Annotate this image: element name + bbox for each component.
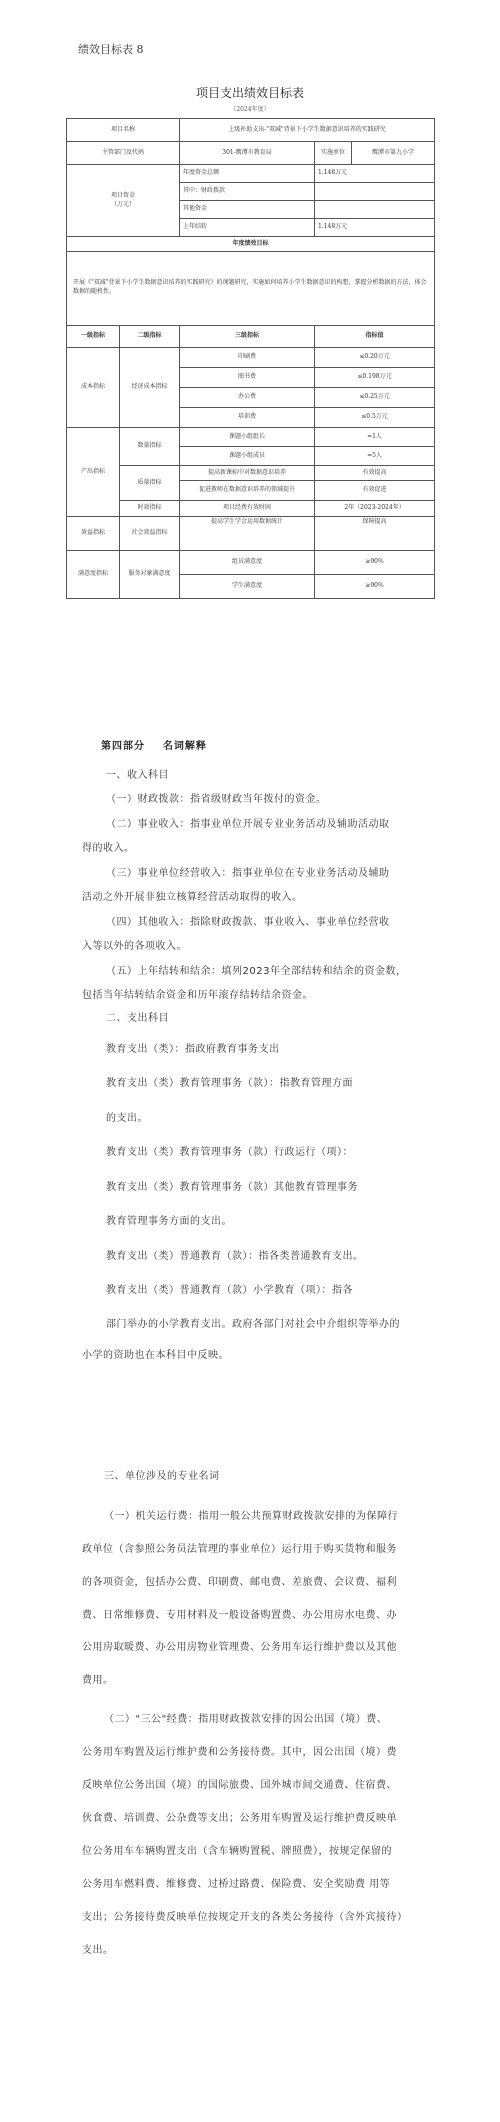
dept-label: 主管部门及代码 — [67, 142, 180, 165]
unit-value: 鹰潭市第九小学 — [352, 142, 435, 165]
indicator-value: ≥90% — [315, 551, 435, 575]
section4-heading: 第四部分 名词解释 — [101, 741, 207, 752]
project-name-value: 上级补助支出-"双减"背景下小学生数据意识培养的实践研究 — [180, 119, 435, 142]
funds-row-label: 年度资金总额 — [180, 165, 315, 183]
body-line: 包括当年结转结余资金和历年滚存结转结余资金。 — [82, 990, 313, 1001]
body-line: （五）上年结转和结余：填列2023年全部结转和结余的资金数， — [106, 966, 407, 977]
body-line: 反映单位公务出国（境）的国际旅费、国外城市间交通费、住宿费、 — [82, 1780, 397, 1791]
project-name-label: 项目名称 — [67, 119, 180, 142]
annual-goal-heading: 年度绩效目标 — [67, 237, 435, 252]
performance-goal-table — [66, 118, 435, 599]
body-line: 位公务用车车辆购置支出（含车辆购置税、牌照费），按规定保留的 — [82, 1846, 392, 1857]
document-title: 项目支出绩效目标表 — [195, 86, 304, 100]
body-line: 教育支出（类）普通教育（款）：指各类普通教育支出。 — [106, 1251, 364, 1262]
body-line: 政单位（含参照公务员法管理的事业单位）运行用于购买货物和服务 — [82, 1544, 397, 1555]
body-line: 得的收入。 — [82, 843, 135, 854]
indicator-value: ≥90% — [315, 575, 435, 599]
body-line: 公用房取暖费、办公用房物业管理费、公务用车运行维护费以及其他 — [82, 1642, 397, 1653]
indicator-value: =1人 — [315, 428, 435, 447]
level2-timeliness: 时效指标 — [120, 501, 180, 517]
body-line: 支出；公务接待费反映单位按规定开支的各类公务接待（含外宾接待） — [82, 1912, 408, 1923]
body-line: 小学的资助也在本科目中反映。 — [82, 1350, 229, 1361]
header-value: 指标值 — [315, 326, 435, 348]
funds-row-label: 其他资金 — [180, 201, 315, 219]
level2-quantity: 数量指标 — [120, 428, 180, 466]
body-line: 的各项资金，包括办公费、印刷费、邮电费、差旅费、会议费、福利 — [82, 1577, 397, 1588]
body-line: （四）其他收入：指除财政拨款、事业收入、事业单位经营收 — [106, 917, 390, 928]
dept-value: 301-鹰潭市教育局 — [180, 142, 315, 165]
indicator-name: 课题小组成员 — [180, 447, 315, 466]
level1-output: 产出指标 — [67, 428, 120, 517]
indicator-name: 项目经费有效时间 — [180, 501, 315, 517]
indicator-value: ≤0.20万元 — [315, 348, 435, 368]
funds-row-value: 1.148万元 — [315, 165, 435, 183]
indicator-value: 2年（2023-2024年） — [315, 501, 435, 517]
document-year: （2024年度） — [230, 106, 270, 113]
indicator-value: 有效提高 — [315, 466, 435, 481]
body-line: （一）机关运行费：指用一般公共预算财政拨款安排的为保障行 — [104, 1511, 398, 1522]
body-line: 教育支出（类）：指政府教育事务支出 — [106, 1044, 280, 1055]
body-line: 一、收入科目 — [106, 770, 169, 781]
indicator-name: 促进教师在数据意识培养的领域提升 — [180, 481, 315, 501]
body-line: 入等以外的各项收入。 — [82, 941, 187, 952]
indicator-value: ≤0.25万元 — [315, 388, 435, 408]
annual-goal-text: 开展《"双减"背景下小学生数据意识培养的实践研究》的课题研究，实施如何培养小学生数据意识的构想，掌握分析数据的方法，体会数据的随机性。 — [67, 252, 435, 326]
level2-social-benefit: 社会效益指标 — [120, 517, 180, 551]
body-line: 三、单位涉及的专业名词 — [104, 1471, 220, 1482]
body-line: 伙食费、培训费、公杂费等支出；公务用车购置及运行维护费反映单 — [82, 1813, 397, 1824]
header-level1: 一级指标 — [67, 326, 120, 348]
body-line: 二、支出科目 — [106, 1013, 169, 1024]
level2-quality: 质量指标 — [120, 466, 180, 501]
level2-service-satisfaction: 服务对象满意度 — [120, 551, 180, 599]
funds-row-value — [315, 183, 435, 201]
indicator-value: ≤0.198万元 — [315, 368, 435, 388]
funds-row-value: 1.148万元 — [315, 219, 435, 237]
indicator-name: 图书费 — [180, 368, 315, 388]
body-line: 的支出。 — [106, 1113, 148, 1124]
body-line: 教育支出（类）普通教育（款）小学教育（项）：指各 — [106, 1285, 353, 1296]
body-line: （一）财政拨款：指省级财政当年拨付的资金。 — [106, 794, 327, 805]
body-line: 教育支出（类）教育管理事务（款）：指教育管理方面 — [106, 1078, 353, 1089]
body-line: 教育管理事务方面的支出。 — [106, 1216, 232, 1227]
indicator-name: 培训费 — [180, 408, 315, 428]
indicator-name: 办公费 — [180, 388, 315, 408]
header-level3: 三级指标 — [180, 326, 315, 348]
indicator-value: 有效促进 — [315, 481, 435, 501]
funds-label: 项目资金 （万元） — [67, 165, 180, 237]
body-line: （二）"三公"经费：指用财政拨款安排的因公出国（境）费、 — [104, 1714, 388, 1725]
indicator-name: 学生满意度 — [180, 575, 315, 599]
body-line: （三）事业单位经营收入：指事业单位在专业业务活动及辅助 — [106, 868, 390, 879]
header-level2: 二级指标 — [120, 326, 180, 348]
body-line: 教育支出（类）教育管理事务（款）行政运行（项）： — [106, 1147, 353, 1158]
body-line: 费用。 — [82, 1675, 114, 1686]
indicator-name: 提高新课标中对数据意识培养 — [180, 466, 315, 481]
page-label: 绩效目标表 8 — [78, 43, 144, 56]
body-line: 公务用车燃料费、维修费、过桥过路费、保险费、安全奖励费 用等 — [82, 1879, 391, 1890]
indicator-name: 组员满意度 — [180, 551, 315, 575]
body-line: 公务用车购置及运行维护费和公务接待费。其中，因公出国（境）费 — [82, 1747, 397, 1758]
body-line: 教育支出（类）教育管理事务（款）其他教育管理事务 — [106, 1182, 358, 1193]
indicator-value: =5人 — [315, 447, 435, 466]
body-line: 支出。 — [82, 1945, 114, 1956]
funds-row-label: 上年结转 — [180, 219, 315, 237]
level2-economic-cost: 经济成本指标 — [120, 348, 180, 428]
indicator-value: ≤0.5万元 — [315, 408, 435, 428]
body-line: （二）事业收入：指事业单位开展专业业务活动及辅助活动取 — [106, 819, 390, 830]
unit-label: 实施单位 — [315, 142, 352, 165]
indicator-value: 保障提高 — [315, 517, 435, 551]
body-line: 活动之外开展非独立核算经营活动取得的收入。 — [82, 892, 303, 903]
level1-satisfaction: 满意度指标 — [67, 551, 120, 599]
indicator-name: 课题小组组长 — [180, 428, 315, 447]
level1-benefit: 效益指标 — [67, 517, 120, 551]
indicator-name: 印刷费 — [180, 348, 315, 368]
body-line: 部门举办的小学教育支出。政府各部门对社会中介组织等举办的 — [106, 1319, 400, 1330]
level1-cost: 成本指标 — [67, 348, 120, 428]
body-line: 费、日常维修费、专用材料及一般设备购置费、办公用房水电费、办 — [82, 1610, 397, 1621]
funds-row-label: 其中：财政拨款 — [180, 183, 315, 201]
indicator-name: 提高学生学会运用数据统计 — [180, 517, 315, 551]
funds-row-value — [315, 201, 435, 219]
